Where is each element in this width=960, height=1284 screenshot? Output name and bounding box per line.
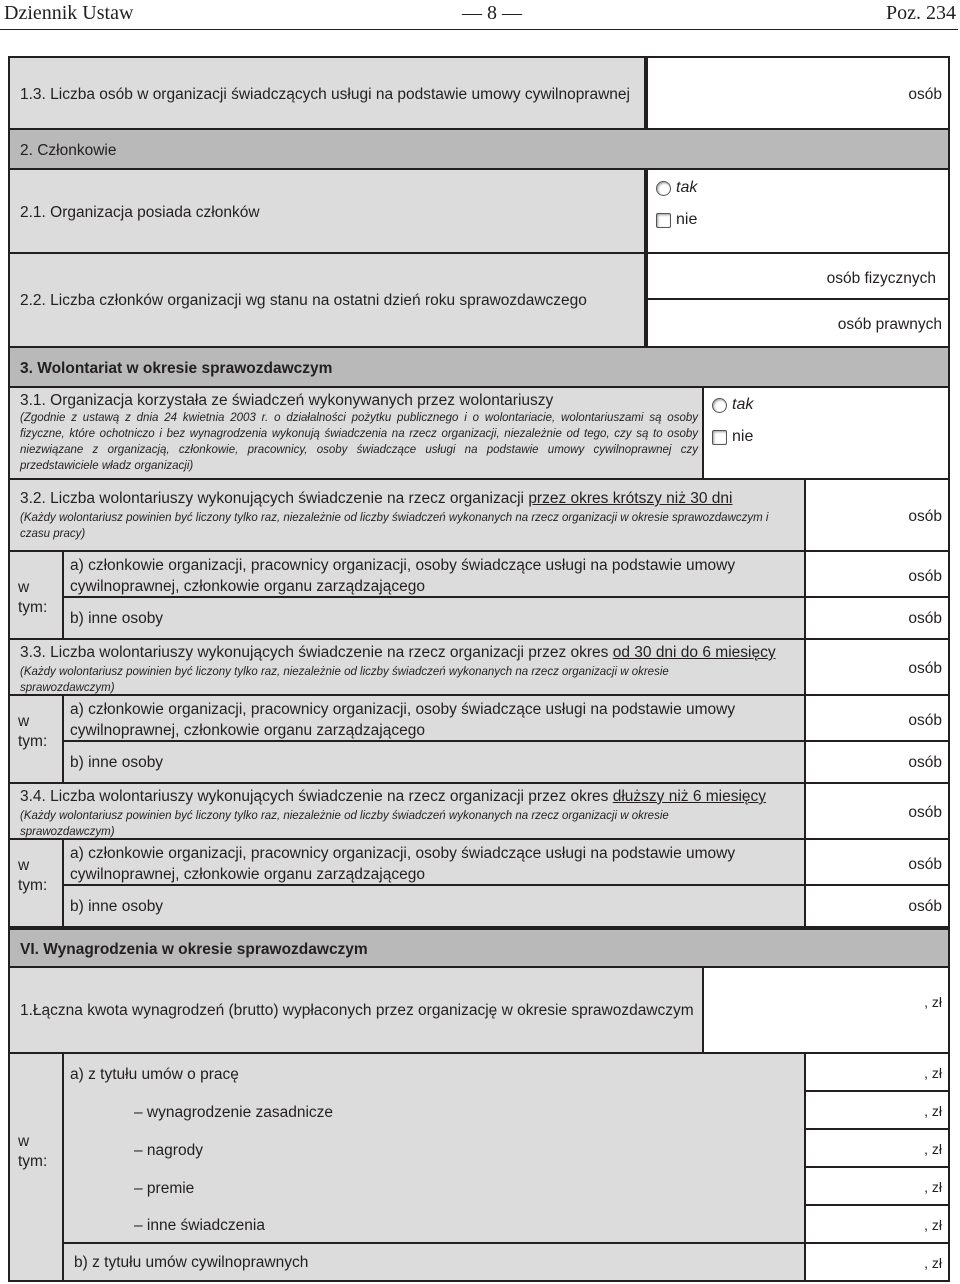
s33-label-period: od 30 dni do 6 miesięcy <box>612 644 776 661</box>
s6-a-group <box>62 1052 806 1244</box>
s61-label: 1.Łączna kwota wynagrodzeń (brutto) wypłaconych przez organizację w okresie sprawozdawczym <box>20 1002 694 1019</box>
s6-b-unit: , zł <box>924 1255 942 1271</box>
s6-wtym-cell <box>8 1052 64 1282</box>
s21-no-checkbox[interactable] <box>656 213 671 228</box>
s32-a-label: a) członkowie organizacji, pracownicy organizacji, osoby świadczące usługi na podstawie umowy cywilnoprawnej, członkowie organu zarządzającego <box>70 557 736 595</box>
s31-label-cell <box>8 386 704 480</box>
s13-label-cell <box>8 56 646 130</box>
s34-note: (Każdy wolontariusz powinien być liczony tylko raz, niezależnie od liczby świadczeń wykonanych na rzecz organizacji w okresie sprawozdawczym) <box>20 810 669 838</box>
s6-a-unit: , zł <box>924 1065 942 1081</box>
s31-no-label: nie <box>732 428 754 445</box>
s32-b-label: b) inne osoby <box>70 610 164 627</box>
s33-a-input[interactable] <box>804 694 950 742</box>
journal-title: Dziennik Ustaw <box>4 2 134 24</box>
s31-yes-radio[interactable] <box>712 398 727 413</box>
s32-a-cell <box>62 550 806 598</box>
s6-a3-input[interactable] <box>804 1166 950 1206</box>
s34-unit: osób <box>908 804 942 821</box>
s33-note: (Każdy wolontariusz powinien być liczony tylko raz, niezależnie od liczby świadczeń wykonanych na rzecz organizacji w okresie sprawozdawczym) <box>20 666 669 694</box>
s32-b-input[interactable] <box>804 596 950 640</box>
s34-a-unit: osób <box>908 856 942 873</box>
s21-no-label: nie <box>676 211 698 228</box>
s6-a4-label: – inne świadczenia <box>134 1217 265 1234</box>
s33-label-text: 3.3. Liczba wolontariuszy wykonujących świadczenie na rzecz organizacji przez okres <box>20 644 613 661</box>
s34-wtym: w tym: <box>18 857 48 894</box>
s6-a2-label: – nagrody <box>134 1142 203 1159</box>
s6-a4-input[interactable] <box>804 1204 950 1244</box>
s32-a-input[interactable] <box>804 550 950 598</box>
s6-a-input[interactable] <box>804 1052 950 1092</box>
s6-a3-label: – premie <box>134 1180 195 1197</box>
s21-label: 2.1. Organizacja posiada członków <box>20 204 260 221</box>
s32-label-text: 3.2. Liczba wolontariuszy wykonujących świadczenie na rzecz organizacji <box>20 490 529 507</box>
s6-b-cell <box>62 1242 806 1282</box>
s3-header <box>8 346 950 388</box>
s6-a4-unit: , zł <box>924 1217 942 1233</box>
s6-title: VI. Wynagrodzenia w okresie sprawozdawczym <box>20 941 368 958</box>
s6-a1-input[interactable] <box>804 1090 950 1130</box>
s34-b-label: b) inne osoby <box>70 898 164 915</box>
s32-note: (Każdy wolontariusz powinien być liczony tylko raz, niezależnie od liczby świadczeń wykonanych na rzecz organizacji w okresie sprawozdawczym i czasu pracy) <box>20 512 769 540</box>
s34-wtym-cell <box>8 838 64 928</box>
s34-a-label: a) członkowie organizacji, pracownicy organizacji, osoby świadczące usługi na podstawie umowy cywilnoprawnej, członkowie organu zarządzającego <box>70 845 736 883</box>
s22-input-natural[interactable] <box>646 252 950 300</box>
s32-wtym-cell <box>8 550 64 640</box>
s34-label-text: 3.4. Liczba wolontariuszy wykonujących świadczenie na rzecz organizacji przez okres <box>20 788 613 805</box>
s3-title: 3. Wolontariat w okresie sprawozdawczym <box>20 360 333 377</box>
s33-b-cell <box>62 740 806 784</box>
s21-yes-radio[interactable] <box>656 181 671 196</box>
s33-wtym-cell <box>8 694 64 784</box>
s33-label <box>20 644 776 662</box>
s2-header <box>8 128 950 170</box>
s61-label-cell <box>8 966 704 1054</box>
s33-a-unit: osób <box>908 712 942 729</box>
s6-a2-unit: , zł <box>924 1141 942 1157</box>
s34-a-cell <box>62 838 806 886</box>
s34-b-unit: osób <box>908 898 942 915</box>
s21-options <box>646 168 950 254</box>
s13-label: 1.3. Liczba osób w organizacji świadczących usługi na podstawie umowy cywilnoprawnej <box>20 86 630 103</box>
s34-input[interactable] <box>804 782 950 840</box>
s6-b-input[interactable] <box>804 1242 950 1282</box>
s32-label-period: przez okres krótszy niż 30 dni <box>528 490 733 507</box>
s31-no-checkbox[interactable] <box>712 430 727 445</box>
s6-a3-unit: , zł <box>924 1179 942 1195</box>
position-number: Poz. 234 <box>886 2 956 24</box>
s34-label-cell <box>8 782 806 840</box>
s6-a1-label: – wynagrodzenie zasadnicze <box>134 1104 334 1121</box>
s34-b-input[interactable] <box>804 884 950 928</box>
s33-a-cell <box>62 694 806 742</box>
s2-title: 2. Członkowie <box>20 142 117 159</box>
s32-b-cell <box>62 596 806 640</box>
s22-unit-legal: osób prawnych <box>837 316 942 333</box>
s13-unit: osób <box>908 86 942 103</box>
s33-a-label: a) członkowie organizacji, pracownicy organizacji, osoby świadczące usługi na podstawie umowy cywilnoprawnej, członkowie organu zarządzającego <box>70 701 736 739</box>
s6-b-label: b) z tytułu umów cywilnoprawnych <box>74 1254 309 1271</box>
s33-b-unit: osób <box>908 754 942 771</box>
page-number: — 8 — <box>462 2 522 24</box>
s33-unit: osób <box>908 660 942 677</box>
s34-label-period: dłuższy niż 6 miesięcy <box>612 788 767 805</box>
s32-label-cell <box>8 478 806 552</box>
s22-input-legal[interactable] <box>646 298 950 348</box>
s6-a-label: a) z tytułu umów o pracę <box>70 1066 239 1083</box>
s33-b-input[interactable] <box>804 740 950 784</box>
s13-input[interactable] <box>646 56 950 130</box>
s22-label-cell <box>8 252 646 348</box>
s34-b-cell <box>62 884 806 928</box>
s32-b-unit: osób <box>908 610 942 627</box>
s32-label <box>20 490 732 508</box>
s6-a1-unit: , zł <box>924 1103 942 1119</box>
s31-label: 3.1. Organizacja korzystała ze świadczeń wykonywanych przez wolontariuszy <box>20 392 554 409</box>
s21-label-cell <box>8 168 646 254</box>
s31-note: (Zgodnie z ustawą z dnia 24 kwietnia 2003 r. o działalności pożytku publicznego i o wolontariacie, wolontariuszami są osoby fizyczne, które ochotniczo i bez wynagrodzenia wykonują świadczenia na rzecz organizacji, niezależnie od tego, czy są to osoby niezwiązane z organizacją, członkowie, pracownicy, osoby świadczące usługi na podstawie umowy cywilnoprawnej czy przedstawiciele władz organizacji) <box>20 412 698 472</box>
s32-wtym: w tym: <box>18 579 48 616</box>
s6-a2-input[interactable] <box>804 1128 950 1168</box>
s34-a-input[interactable] <box>804 838 950 886</box>
s31-yes-label: tak <box>732 396 754 413</box>
s33-label-cell <box>8 638 806 696</box>
s33-wtym: w tym: <box>18 713 48 750</box>
header-rule <box>0 29 958 30</box>
s32-input[interactable] <box>804 478 950 552</box>
s6-header <box>8 928 950 968</box>
s22-unit-natural: osób fizycznych <box>826 270 936 287</box>
s34-label <box>20 788 766 806</box>
s22-label: 2.2. Liczba członków organizacji wg stanu na ostatni dzień roku sprawozdawczego <box>20 292 587 309</box>
s61-input[interactable] <box>702 966 950 1054</box>
s32-unit: osób <box>908 508 942 525</box>
s33-input[interactable] <box>804 638 950 696</box>
s33-b-label: b) inne osoby <box>70 754 164 771</box>
s21-yes-label: tak <box>676 179 698 196</box>
page-header <box>0 0 960 28</box>
s6-wtym: w tym: <box>18 1133 48 1170</box>
s61-unit: , zł <box>924 994 942 1010</box>
s31-options <box>702 386 950 480</box>
s32-a-unit: osób <box>908 568 942 585</box>
